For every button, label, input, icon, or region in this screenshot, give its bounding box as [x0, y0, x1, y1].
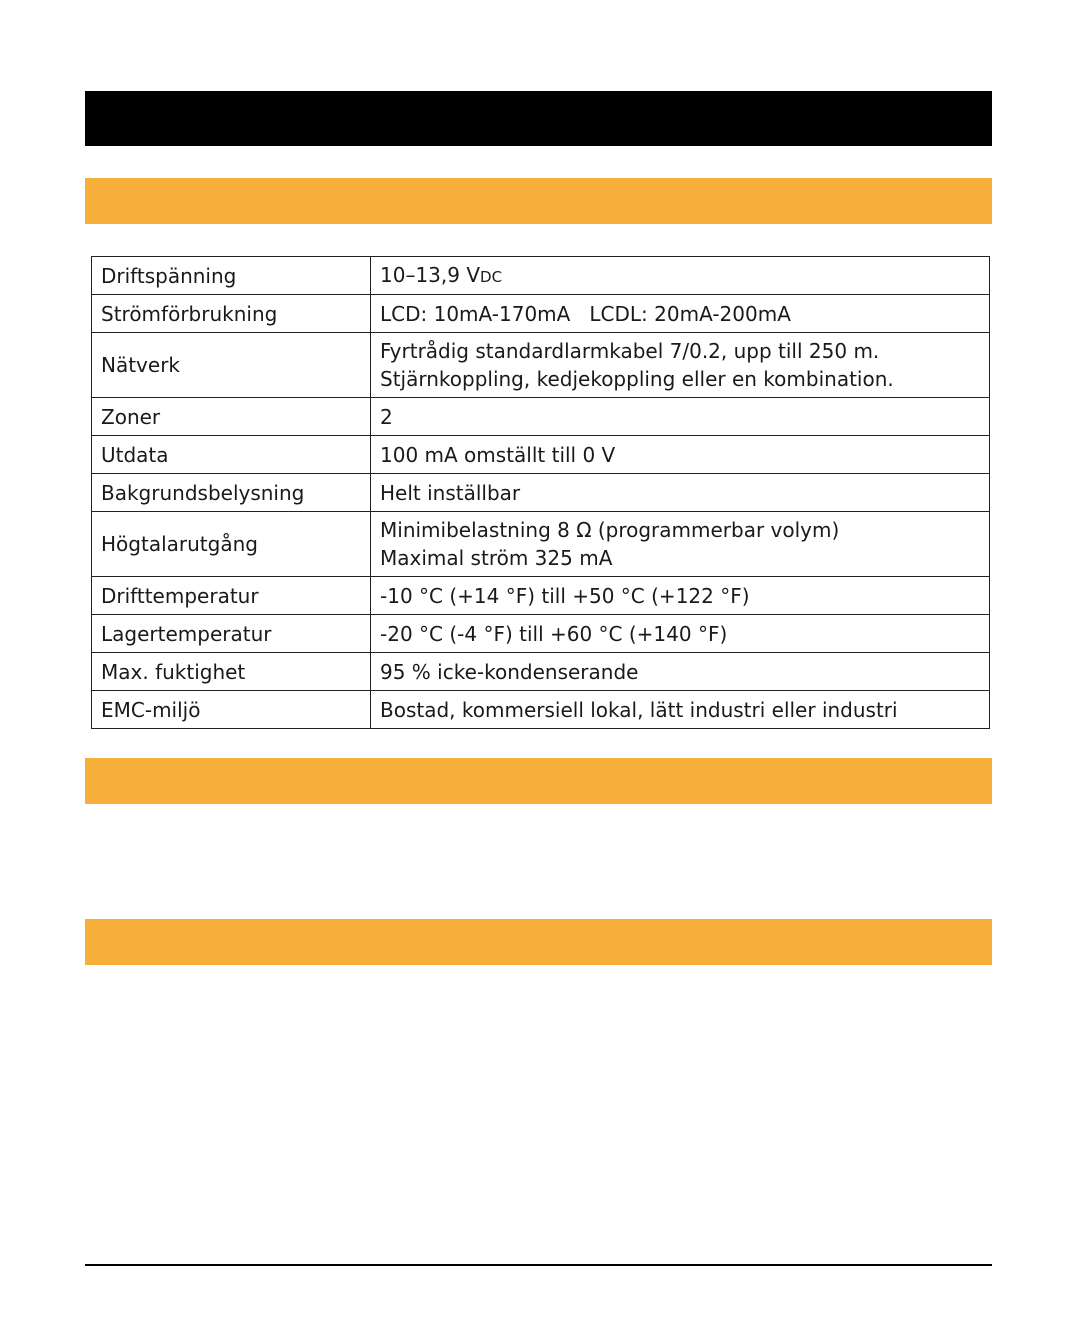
spec-label: Utdata — [92, 436, 371, 474]
spec-value: -20 °C (-4 °F) till +60 °C (+140 °F) — [371, 615, 990, 653]
spec-value: -10 °C (+14 °F) till +50 °C (+122 °F) — [371, 577, 990, 615]
header-bar — [85, 91, 992, 146]
spec-value: Minimibelastning 8 Ω (programmerbar volym) Maximal ström 325 mA — [371, 512, 990, 577]
table-row — [92, 257, 990, 295]
spec-label: Lagertemperatur — [92, 615, 371, 653]
table-row — [92, 691, 990, 729]
spec-value: 2 — [371, 398, 990, 436]
spec-value: 95 % icke-kondenserande — [371, 653, 990, 691]
spec-label: Max. fuktighet — [92, 653, 371, 691]
table-row — [92, 512, 990, 577]
spec-value: 10–13,9 VDC — [371, 257, 990, 295]
table-row — [92, 333, 990, 398]
table-row — [92, 474, 990, 512]
spec-label: EMC-miljö — [92, 691, 371, 729]
table-row — [92, 436, 990, 474]
spec-value: Bostad, kommersiell lokal, lätt industri eller industri — [371, 691, 990, 729]
section-bar-1 — [85, 178, 992, 224]
spec-value: LCD: 10mA-170mA LCDL: 20mA-200mA — [371, 295, 990, 333]
footer-rule — [85, 1264, 992, 1266]
spec-value: Helt inställbar — [371, 474, 990, 512]
table-row — [92, 615, 990, 653]
spec-label: Strömförbrukning — [92, 295, 371, 333]
spec-label: Bakgrundsbelysning — [92, 474, 371, 512]
spec-label: Driftspänning — [92, 257, 371, 295]
table-row — [92, 653, 990, 691]
spec-value: 100 mA omställt till 0 V — [371, 436, 990, 474]
section-bar-2 — [85, 758, 992, 804]
spec-label: Drifttemperatur — [92, 577, 371, 615]
table-row — [92, 398, 990, 436]
specifications-table — [91, 256, 990, 729]
spec-label: Nätverk — [92, 333, 371, 398]
table-row — [92, 577, 990, 615]
table-row — [92, 295, 990, 333]
section-bar-3 — [85, 919, 992, 965]
spec-value: Fyrtrådig standardlarmkabel 7/0.2, upp till 250 m. Stjärnkoppling, kedjekoppling eller en kombination. — [371, 333, 990, 398]
spec-label: Zoner — [92, 398, 371, 436]
spec-label: Högtalarutgång — [92, 512, 371, 577]
